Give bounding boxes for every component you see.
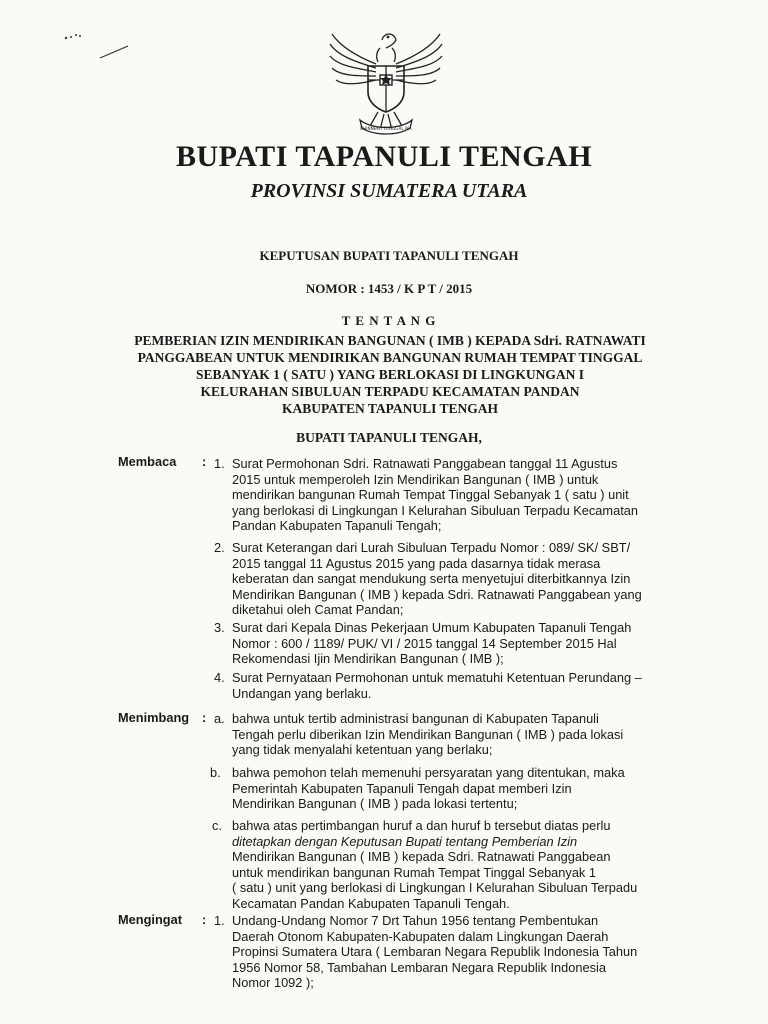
item-line: untuk mendirikan bangunan Rumah Tempat Tinggal Sebanyak 1 bbox=[232, 864, 597, 880]
item-line: Undang-Undang Nomor 7 Drt Tahun 1956 tentang Pembentukan bbox=[232, 913, 599, 928]
item-line: Pandan Kabupaten Tapanuli Tengah; bbox=[232, 518, 442, 534]
item-line: Rekomendasi Ijin Mendirikan Bangunan ( IMB ); bbox=[232, 651, 504, 667]
item-number: 1. bbox=[214, 456, 225, 471]
item-line: ( satu ) unit yang berlokasi di Lingkungan I Kelurahan Sibuluan Terpadu bbox=[232, 880, 638, 896]
decree-about: T E N T A N G bbox=[341, 313, 437, 328]
stray-ink-mark bbox=[60, 28, 140, 68]
item-line: Tengah perlu diberikan Izin Mendirikan Bangunan ( IMB ) pada lokasi bbox=[232, 726, 624, 742]
decree-authority: BUPATI TAPANULI TENGAH, bbox=[296, 430, 482, 445]
item-line: bahwa pemohon telah memenuhi persyaratan yang ditentukan, maka bbox=[232, 765, 625, 780]
item-line: Daerah Otonom Kabupaten-Kabupaten dalam Lingkungan Daerah bbox=[232, 928, 609, 944]
decree-kind: KEPUTUSAN BUPATI TAPANULI TENGAH bbox=[259, 248, 519, 263]
item-line: ditetapkan dengan Keputusan Bupati tentang Pemberian Izin bbox=[232, 833, 578, 849]
item-line: Pemerintah Kabupaten Tapanuli Tengah dapat memberi Izin bbox=[232, 780, 572, 796]
item-line: Nomor 1092 ); bbox=[232, 975, 314, 991]
item-number: c. bbox=[212, 818, 222, 833]
subject-line: SEBANYAK 1 ( SATU ) YANG BERLOKASI DI LINGKUNGAN I bbox=[196, 367, 584, 382]
list-item bbox=[232, 456, 652, 534]
list-item bbox=[232, 711, 652, 758]
section-label: Menimbang bbox=[118, 710, 190, 725]
subject-line: PEMBERIAN IZIN MENDIRIKAN BANGUNAN ( IMB ) KEPADA Sdri. RATNAWATI bbox=[134, 333, 646, 348]
section-colon: : bbox=[202, 454, 207, 469]
subject-line: KELURAHAN SIBULUAN TERPADU KECAMATAN PANDAN bbox=[200, 384, 580, 399]
list-item bbox=[232, 765, 652, 812]
section-colon: : bbox=[202, 710, 207, 725]
item-number: 3. bbox=[214, 620, 225, 635]
list-item bbox=[232, 670, 652, 701]
subject-line: PANGGABEAN UNTUK MENDIRIKAN BANGUNAN RUMAH TEMPAT TINGGAL bbox=[137, 350, 643, 365]
item-line: diketahui oleh Camat Pandan; bbox=[232, 602, 404, 618]
garuda-emblem-icon bbox=[326, 26, 446, 138]
item-line: bahwa atas pertimbangan huruf a dan huruf b tersebut diatas perlu bbox=[232, 818, 611, 833]
item-line: 1956 Nomor 58, Tambahan Lembaran Negara Republik Indonesia bbox=[232, 959, 606, 975]
decree-number: NOMOR : 1453 / K P T / 2015 bbox=[305, 281, 473, 296]
item-number: 1. bbox=[214, 913, 225, 928]
item-line: Nomor : 600 / 1189/ PUK/ VI / 2015 tanggal 14 September 2015 Hal bbox=[232, 635, 617, 651]
decree-subject bbox=[112, 332, 668, 417]
item-line: 2015 untuk memperoleh Izin Mendirikan Bangunan ( IMB ) untuk bbox=[232, 471, 599, 487]
item-line: yang tidak menyalahi ketentuan yang berlaku; bbox=[232, 742, 493, 758]
item-line: 2015 tanggal 11 Agustus 2015 yang pada dasarnya tidak merasa bbox=[232, 555, 601, 571]
province-name: PROVINSI SUMATERA UTARA bbox=[250, 180, 528, 202]
item-line: keberatan dan sangat mendukung serta menyetujui diterbitkannya Izin bbox=[232, 571, 631, 587]
section-label: Membaca bbox=[118, 454, 177, 469]
item-line: Mendirikan Bangunan ( IMB ) kepada Sdri. Ratnawati Panggabean yang bbox=[232, 586, 642, 602]
list-item bbox=[232, 913, 652, 991]
emblem-motto: BHINNEKA TUNGGAL IKA bbox=[360, 126, 412, 131]
item-number: b. bbox=[210, 765, 221, 780]
list-item bbox=[232, 620, 652, 667]
item-line: Mendirikan Bangunan ( IMB ) pada lokasi tertentu; bbox=[232, 796, 518, 812]
item-line: Surat dari Kepala Dinas Pekerjaan Umum Kabupaten Tapanuli Tengah bbox=[232, 620, 632, 635]
item-number: a. bbox=[214, 711, 225, 726]
item-line: Surat Permohonan Sdri. Ratnawati Panggabean tanggal 11 Agustus bbox=[232, 456, 618, 471]
item-line: mendirikan bangunan Rumah Tempat Tinggal Sebanyak 1 ( satu ) unit bbox=[232, 487, 629, 503]
list-item bbox=[232, 818, 652, 912]
section-colon: : bbox=[202, 912, 207, 927]
item-number: 4. bbox=[214, 670, 225, 685]
item-number: 2. bbox=[214, 540, 225, 555]
item-line: Kecamatan Pandan Kabupaten Tapanuli Tengah. bbox=[232, 895, 510, 911]
item-line: Surat Pernyataan Permohonan untuk mematuhi Ketentuan Perundang – bbox=[232, 670, 642, 685]
list-item bbox=[232, 540, 652, 618]
item-line: Surat Keterangan dari Lurah Sibuluan Terpadu Nomor : 089/ SK/ SBT/ bbox=[232, 540, 631, 555]
item-line: Mendirikan Bangunan ( IMB ) kepada Sdri. Ratnawati Panggabean bbox=[232, 849, 611, 865]
subject-line: KABUPATEN TAPANULI TENGAH bbox=[281, 401, 499, 416]
item-line: Undangan yang berlaku. bbox=[232, 685, 372, 701]
section-label: Mengingat bbox=[118, 912, 182, 927]
document-title: BUPATI TAPANULI TENGAH bbox=[175, 140, 593, 173]
item-line: bahwa untuk tertib administrasi bangunan di Kabupaten Tapanuli bbox=[232, 711, 599, 726]
item-line: Propinsi Sumatera Utara ( Lembaran Negara Republik Indonesia Tahun bbox=[232, 944, 638, 960]
item-line: yang berlokasi di Lingkungan I Kelurahan Sibuluan Terpadu Kecamatan bbox=[232, 502, 638, 518]
